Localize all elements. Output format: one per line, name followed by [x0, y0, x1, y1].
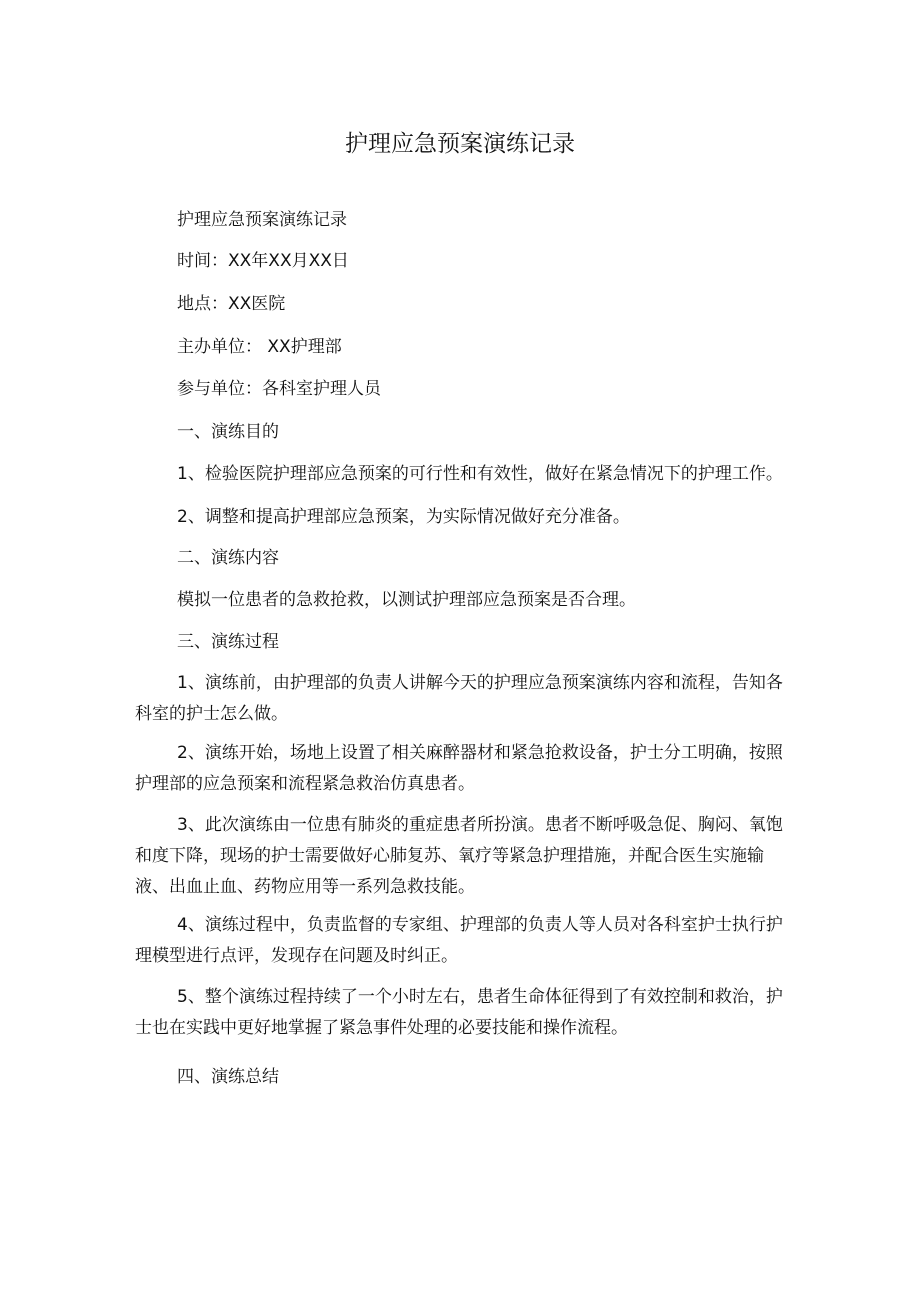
organizer-line: 主办单位： XX护理部: [177, 337, 342, 357]
process-item-1: 1、演练前，由护理部的负责人讲解今天的护理应急预案演练内容和流程，告知各科室的护士怎么做。: [135, 673, 783, 724]
participants-line: 参与单位：各科室护理人员: [177, 379, 381, 399]
section-heading-purpose: 一、演练目的: [177, 422, 279, 442]
process-item-3: 3、此次演练由一位患有肺炎的重症患者所扮演。患者不断呼吸急促、胸闷、氧饱和度下降，现场的护士需要做好心肺复苏、氧疗等紧急护理措施，并配合医生实施输液、出血止血、药物应用等一系列急救技能。: [135, 815, 783, 897]
purpose-item-2: 2、调整和提高护理部应急预案，为实际情况做好充分准备。: [177, 507, 630, 527]
time-line: 时间：XX年XX月XX日: [177, 251, 349, 271]
content-text: 模拟一位患者的急救抢救，以测试护理部应急预案是否合理。: [177, 590, 636, 610]
process-item-5: 5、整个演练过程持续了一个小时左右，患者生命体征得到了有效控制和救治，护士也在实践中更好地掌握了紧急事件处理的必要技能和操作流程。: [135, 987, 783, 1038]
section-heading-summary: 四、演练总结: [177, 1067, 279, 1087]
location-line: 地点：XX医院: [177, 294, 286, 314]
section-heading-content: 二、演练内容: [177, 548, 279, 568]
process-item-2: 2、演练开始，场地上设置了相关麻醉器材和紧急抢救设备，护士分工明确，按照护理部的应急预案和流程紧急救治仿真患者。: [135, 743, 783, 794]
purpose-item-1: 1、检验医院护理部应急预案的可行性和有效性，做好在紧急情况下的护理工作。: [177, 464, 783, 484]
section-heading-process: 三、演练过程: [177, 632, 279, 652]
process-item-4: 4、演练过程中，负责监督的专家组、护理部的负责人等人员对各科室护士执行护理模型进行点评，发现存在问题及时纠正。: [135, 915, 783, 966]
subtitle: 护理应急预案演练记录: [177, 210, 347, 230]
document-title: 护理应急预案演练记录: [345, 131, 575, 157]
